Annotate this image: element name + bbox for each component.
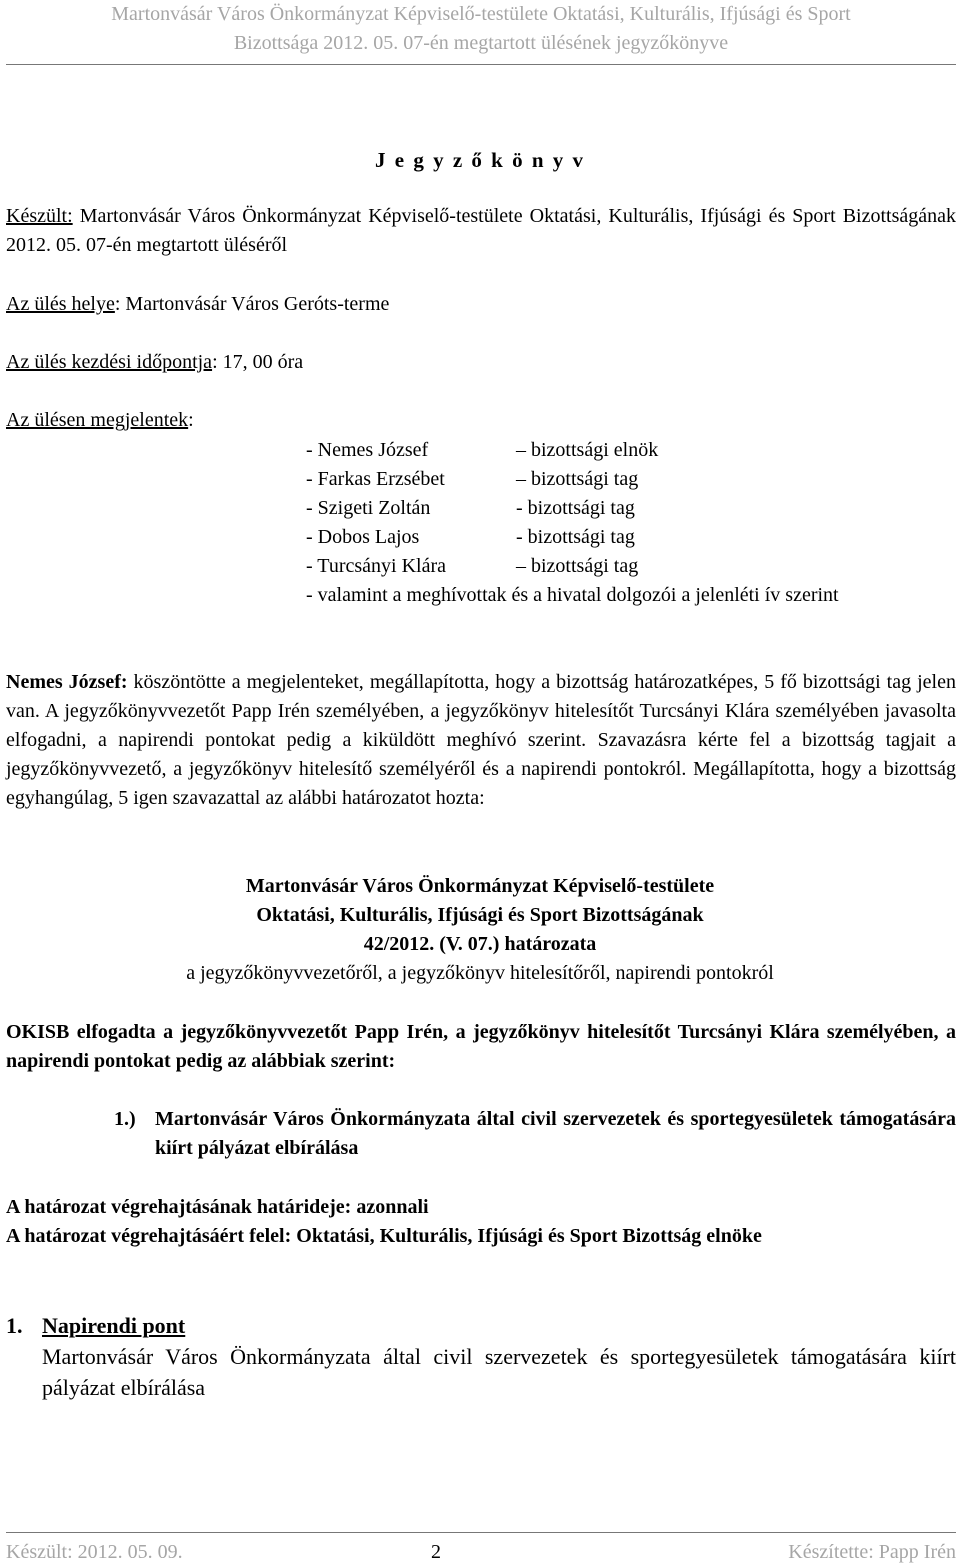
- resolution-deadline: A határozat végrehajtásának határideje: azonnali: [6, 1196, 429, 1218]
- attendee-name: - Szigeti Zoltán: [306, 497, 431, 519]
- agenda-text: Martonvásár Város Önkormányzata által civil szervezetek és sportegyesületek támogatására kiírt pályázat elbírálása: [42, 1344, 956, 1400]
- start-label: Az ülés kezdési időpontja: [6, 351, 213, 373]
- meeting-place: [6, 290, 956, 319]
- intro-paragraph: [6, 668, 956, 813]
- attendee-name: - Dobos Lajos: [306, 526, 420, 548]
- made-label: Készült:: [6, 205, 73, 227]
- meeting-start: [6, 348, 956, 377]
- attendee-role: – bizottsági tag: [516, 555, 639, 577]
- resolution-number: 42/2012. (V. 07.) határozata: [363, 933, 597, 955]
- attendee-name: - Turcsányi Klára: [306, 555, 446, 577]
- attendee-role: - bizottsági tag: [516, 526, 635, 548]
- agenda-title: Napirendi pont: [42, 1313, 186, 1338]
- intro-speaker: Nemes József:: [6, 671, 128, 693]
- place-text: : Martonvásár Város Geróts-terme: [114, 293, 390, 315]
- agenda-item-number: 1.): [114, 1108, 136, 1130]
- attendee-row: [306, 436, 956, 465]
- attendee-row: [306, 552, 956, 581]
- place-label: Az ülés helye: [6, 293, 115, 315]
- intro-text: köszöntötte a megjelenteket, megállapította, hogy a bizottság határozatképes, 5 fő bizottsági tag jelen van. A jegyzőkönyvvezetőt Papp Irén személyében, a jegyzőkönyv hitelesítőt Turcsányi Klára személyében javasolta elfogadni, a napirendi pontokat pedig a kiküldött meghívó szerint. Szavazásra kérte fel a bizottság tagjait a jegyzőkönyvvezető, a jegyzőkönyv hitelesítő személyéről és a napirendi pontokról. Megállapította, hogy a bizottság egyhangúlag, 5 igen szavazattal az alábbi határozatot hozta:: [6, 671, 956, 809]
- resolution-agenda-item: [114, 1105, 956, 1163]
- made-text: Martonvásár Város Önkormányzat Képviselő-testülete Oktatási, Kulturális, Ifjúsági és Sport Bizottságának 2012. 05. 07-én megtartott üléséről: [6, 205, 956, 256]
- header-divider: [6, 64, 956, 65]
- attendee-name: - Farkas Erzsébet: [306, 468, 445, 490]
- attendees-extra: - valamint a meghívottak és a hivatal dolgozói a jelenléti ív szerint: [306, 584, 839, 606]
- header-line-2: Bizottsága 2012. 05. 07-én megtartott ülésének jegyzőkönyve: [233, 32, 729, 54]
- footer-author: Készítette: Papp Irén: [788, 1541, 956, 1563]
- page-number: 2: [431, 1541, 441, 1563]
- agenda-section: [6, 1310, 956, 1403]
- header-line-1: Martonvásár Város Önkormányzat Képviselő-testülete Oktatási, Kulturális, Ifjúsági és Sport: [111, 3, 851, 25]
- attendees-heading: [6, 406, 956, 435]
- made-paragraph: [6, 202, 956, 260]
- document-title: J e g y z ő k ö n y v: [375, 148, 585, 172]
- resolution-decision: OKISB elfogadta a jegyzőkönyvvezetőt Papp Irén, a jegyzőkönyv hitelesítőt Turcsányi Klára személyében, a napirendi pontokat pedig az alábbiak szerint:: [6, 1021, 956, 1072]
- resolution-subject: a jegyzőkönyvvezetőről, a jegyzőkönyv hitelesítőről, napirendi pontokról: [186, 962, 774, 984]
- resolution-responsible: A határozat végrehajtásáért felel: Oktatási, Kulturális, Ifjúsági és Sport Bizottság elnöke: [6, 1225, 762, 1247]
- attendee-role: – bizottsági elnök: [516, 439, 659, 461]
- footer-created: Készült: 2012. 05. 09.: [6, 1541, 183, 1563]
- start-text: : 17, 00 óra: [212, 351, 304, 373]
- resolution-committee: Oktatási, Kulturális, Ifjúsági és Sport Bizottságának: [256, 904, 704, 926]
- attendee-row: [306, 465, 956, 494]
- attendees-label-suffix: :: [188, 409, 194, 431]
- agenda-number: 1.: [6, 1313, 23, 1338]
- attendee-row: [306, 494, 956, 523]
- attendee-role: - bizottsági tag: [516, 497, 635, 519]
- attendees-label: Az ülésen megjelentek: [6, 409, 189, 431]
- attendees-list: [306, 436, 956, 610]
- resolution-issuer: Martonvásár Város Önkormányzat Képviselő-testülete: [245, 875, 715, 897]
- page-header: [6, 0, 956, 58]
- attendee-row: [306, 523, 956, 552]
- footer-divider: [6, 1532, 956, 1533]
- agenda-item-text: Martonvásár Város Önkormányzata által civil szervezetek és sportegyesületek támogatására kiírt pályázat elbírálása: [155, 1108, 956, 1159]
- attendee-role: – bizottsági tag: [516, 468, 639, 490]
- attendee-name: - Nemes József: [306, 439, 429, 461]
- page-footer: [6, 1538, 956, 1567]
